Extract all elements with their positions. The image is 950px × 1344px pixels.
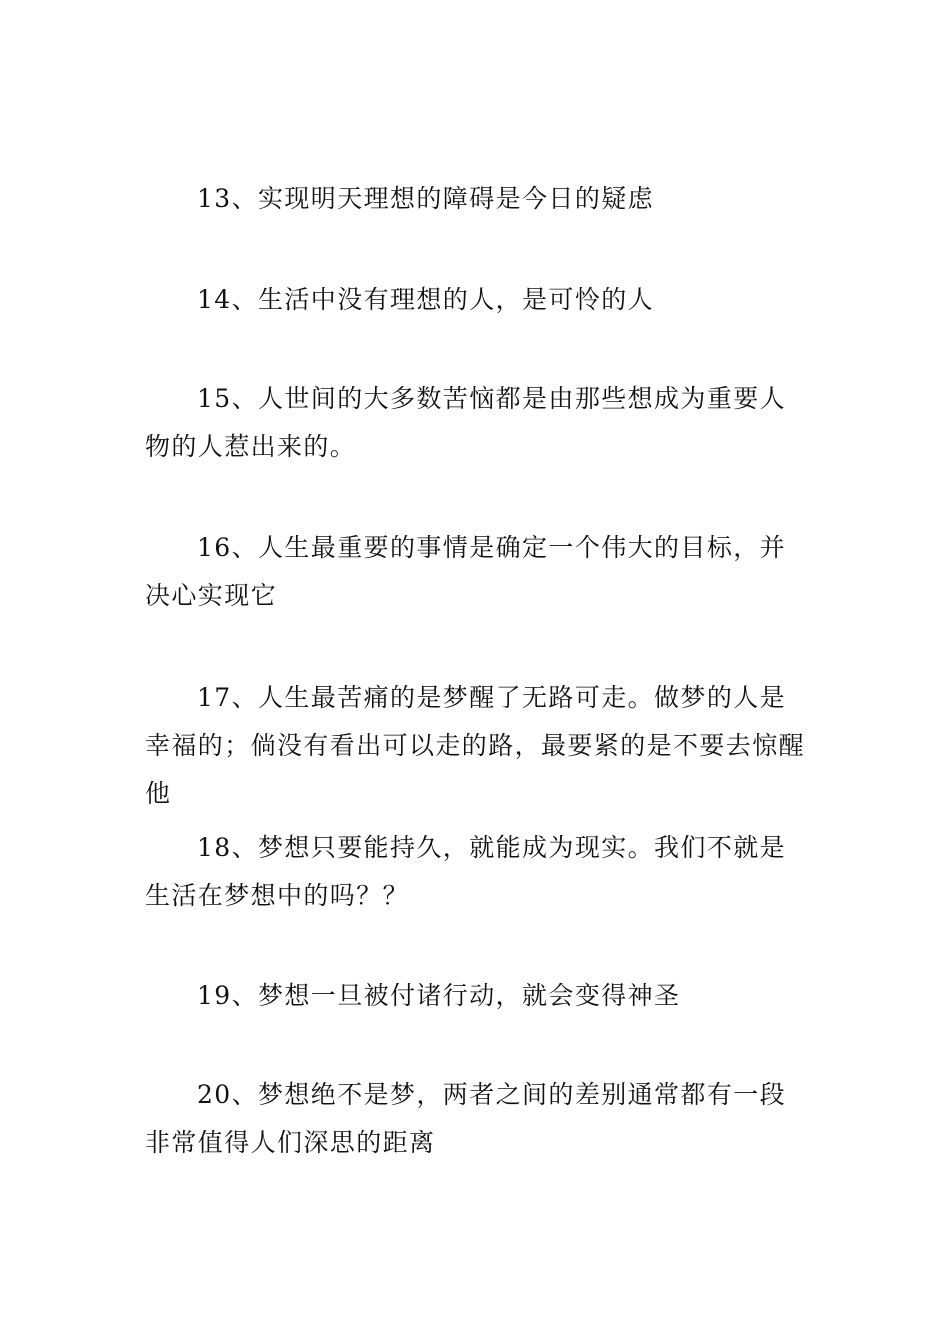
paragraph-13: 13、实现明天理想的障碍是今日的疑虑 — [197, 184, 655, 213]
paragraph-15: 15、人世间的大多数苦恼都是由那些想成为重要人物的人惹出来的。 — [145, 384, 787, 461]
paragraph-16: 16、人生最重要的事情是确定一个伟大的目标，并决心实现它 — [145, 533, 787, 610]
paragraph-20: 20、梦想绝不是梦，两者之间的差别通常都有一段非常值得人们深思的距离 — [145, 1080, 787, 1157]
paragraph-14: 14、生活中没有理想的人，是可怜的人 — [197, 285, 655, 314]
paragraph-18: 18、梦想只要能持久，就能成为现实。我们不就是生活在梦想中的吗？？ — [145, 833, 787, 910]
paragraph-19: 19、梦想一旦被付诸行动，就会变得神圣 — [197, 981, 681, 1010]
paragraph-17: 17、人生最苦痛的是梦醒了无路可走。做梦的人是幸福的；倘没有看出可以走的路，最要紧的是不要去惊醒他 — [145, 683, 806, 808]
